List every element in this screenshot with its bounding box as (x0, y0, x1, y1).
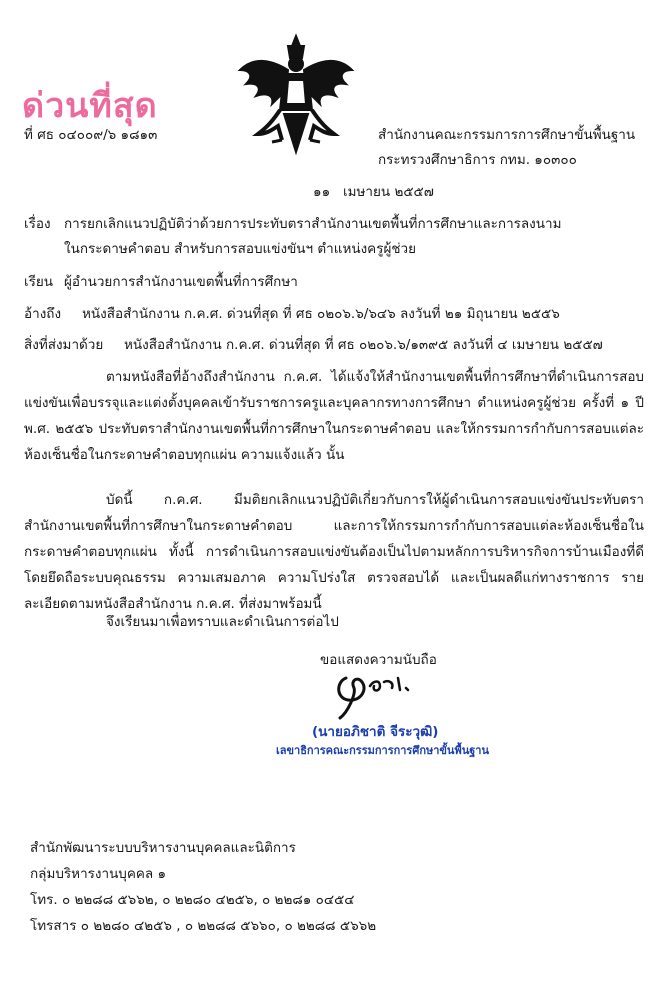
signatory-name: (นายอภิชาติ จีระวุฒิ) (312, 724, 439, 740)
footer-fax: โทรสาร ๐ ๒๒๘๐ ๔๒๕๖ , ๐ ๒๒๘๘ ๕๖๖๐, ๐ ๒๒๘๘ ๕๖๖๒ (30, 918, 377, 934)
subject-line-2: ในกระดาษคำตอบ สำหรับการสอบแข่งขันฯ ตำแหน่งครูผู้ช่วย (64, 241, 417, 257)
closing-salutation: ขอแสดงความนับถือ (320, 652, 437, 668)
footer-department: สำนักพัฒนาระบบบริหารงานบุคคลและนิติการ (30, 840, 296, 856)
reference-text: หนังสือสำนักงาน ก.ค.ศ. ด่วนที่สุด ที่ ศธ ๐๒๐๖.๖/๖๔๖ ลงวันที่ ๒๑ มิถุนายน ๒๕๕๖ (82, 306, 560, 322)
urgency-stamp: ด่วนที่สุด (22, 86, 158, 126)
signatory-position: เลขาธิการคณะกรรมการการศึกษาขั้นพื้นฐาน (276, 744, 489, 757)
to-label: เรียน (24, 274, 54, 290)
footer-phone: โทร. ๐ ๒๒๘๘ ๕๖๖๒, ๐ ๒๒๘๐ ๔๒๕๖, ๐ ๒๒๘๑ ๐๔๕๔ (30, 892, 355, 908)
garuda-emblem-icon (232, 30, 360, 160)
date-day: ๑๑ (313, 184, 331, 200)
date (313, 180, 434, 202)
document-number: ที่ ศธ ๐๔๐๐๙/๖ ๑๘๑๓ (24, 127, 158, 143)
body-paragraph-1-text: ตามหนังสือที่อ้างถึงสำนักงาน ก.ค.ศ. ได้แจ้งให้สำนักงานเขตพื้นที่การศึกษาที่ดำเนินการสอบแข่งขันเพื่อบรรจุและแต่งตั้งบุคคลเข้ารับราชการครูและบุคลากรทางการศึกษา ตำแหน่งครูผู้ช่วย ครั้งที่ ๑ ปี พ.ศ. ๒๕๕๖ ประทับตราสำนักงานเขตพื้นที่การศึกษาในกระดาษคำตอบ และให้กรรมการกำกับการสอบแต่ละห้องเซ็นชื่อในกระดาษคำตอบทุกแผ่น ความแจ้งแล้ว นั้น (24, 369, 644, 463)
office-name: สำนักงานคณะกรรมการการศึกษาขั้นพื้นฐาน (378, 127, 636, 143)
date-month-year: เมษายน ๒๕๕๗ (343, 184, 434, 200)
body-paragraph-2 (24, 487, 644, 617)
enclosure-label: สิ่งที่ส่งมาด้วย (24, 337, 104, 353)
to-text: ผู้อำนวยการสำนักงานเขตพื้นที่การศึกษา (64, 274, 298, 290)
footer-group: กลุ่มบริหารงานบุคคล ๑ (30, 866, 167, 882)
closing-request: จึงเรียนมาเพื่อทราบและดำเนินการต่อไป (106, 614, 339, 630)
enclosure-text: หนังสือสำนักงาน ก.ค.ศ. ด่วนที่สุด ที่ ศธ ๐๒๐๖.๖/๑๓๙๕ ลงวันที่ ๔ เมษายน ๒๕๕๗ (124, 337, 603, 353)
handwritten-signature (318, 660, 438, 720)
subject-line-1: การยกเลิกแนวปฏิบัติว่าด้วยการประทับตราสำนักงานเขตพื้นที่การศึกษาและการลงนาม (64, 216, 562, 232)
body-paragraph-1 (24, 364, 644, 468)
body-paragraph-2-text: บัดนี้ ก.ค.ศ. มีมติยกเลิกแนวปฏิบัติเกี่ยวกับการให้ผู้ดำเนินการสอบแข่งขันประทับตราสำนักงานเขตพื้นที่การศึกษาในกระดาษคำตอบ และการให้กรรมการกำกับการสอบแต่ละห้องเซ็นชื่อในกระดาษคำตอบทุกแผ่น ทั้งนี้ การดำเนินการสอบแข่งขันต้องเป็นไปตามหลักการบริหารกิจการบ้านเมืองที่ดีโดยยึดถือระบบคุณธรรม ความเสมอภาค ความโปร่งใส ตรวจสอบได้ และเป็นผลดีแก่ทางราชการ รายละเอียดตามหนังสือสำนักงาน ก.ค.ศ. ที่ส่งมาพร้อมนี้ (24, 492, 644, 612)
subject-label: เรื่อง (24, 216, 51, 232)
office-address: กระทรวงศึกษาธิการ กทม. ๑๐๓๐๐ (378, 152, 577, 168)
reference-label: อ้างถึง (24, 306, 62, 322)
